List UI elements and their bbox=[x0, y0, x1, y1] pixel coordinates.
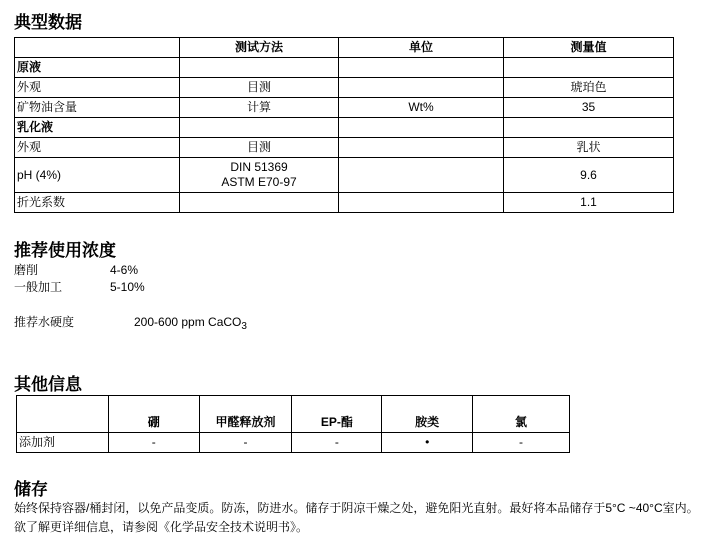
concentration-heading: 推荐使用浓度 bbox=[14, 241, 116, 261]
header-cell: 测试方法 bbox=[180, 38, 339, 58]
unit-cell bbox=[339, 138, 504, 158]
header-cell: 胺类 bbox=[382, 396, 473, 433]
method-cell: 计算 bbox=[180, 98, 339, 118]
header-cell: 单位 bbox=[339, 38, 504, 58]
row-label: 外观 bbox=[15, 138, 180, 158]
header-cell bbox=[15, 38, 180, 58]
unit-cell bbox=[339, 78, 504, 98]
unit-cell: Wt% bbox=[339, 98, 504, 118]
method-cell: 目测 bbox=[180, 78, 339, 98]
storage-heading: 储存 bbox=[14, 480, 48, 500]
row-label: 折光系数 bbox=[15, 193, 180, 213]
water-hardness-label: 推荐水硬度 bbox=[14, 315, 75, 329]
section-row-emulsion bbox=[15, 118, 674, 138]
section-label: 原液 bbox=[15, 58, 180, 78]
header-cell bbox=[17, 396, 109, 433]
value-cell: - bbox=[473, 433, 570, 453]
value-cell: - bbox=[108, 433, 199, 453]
grinding-label: 磨削 bbox=[14, 263, 39, 277]
typical-data-heading: 典型数据 bbox=[14, 13, 82, 33]
method-cell bbox=[180, 193, 339, 213]
header-cell: 氯 bbox=[473, 396, 570, 433]
value-cell: 琥珀色 bbox=[504, 78, 674, 98]
header-cell: 测量值 bbox=[504, 38, 674, 58]
row-label: 外观 bbox=[15, 78, 180, 98]
general-value: 5-10% bbox=[110, 280, 145, 294]
method-line: ASTM E70-97 bbox=[221, 175, 297, 189]
additives-table bbox=[16, 395, 570, 453]
water-hardness-value: 200-600 ppm CaCO$_3$ bbox=[134, 315, 247, 332]
method-cell bbox=[180, 158, 339, 193]
value-cell: 乳状 bbox=[504, 138, 674, 158]
table-row bbox=[15, 98, 674, 118]
method-cell: 目测 bbox=[180, 138, 339, 158]
storage-text: 始终保持容器/桶封闭，以免产品变质。防冻，防进水。储存于阴凉干燥之处，避免阳光直射。最好将本品储存于5°C ~40°C室内。欲了解更详细信息，请参阅《化学品安全技术说明书》。 bbox=[14, 501, 699, 534]
grinding-value: 4-6% bbox=[110, 263, 139, 277]
header-cell: 硼 bbox=[108, 396, 199, 433]
general-label: 一般加工 bbox=[14, 280, 63, 294]
other-info-heading: 其他信息 bbox=[14, 375, 82, 395]
table-row bbox=[15, 158, 674, 193]
section-row-concentrate bbox=[15, 58, 674, 78]
table-row bbox=[15, 138, 674, 158]
table-header-row bbox=[17, 396, 570, 433]
value-cell: • bbox=[382, 433, 473, 453]
table-row bbox=[15, 193, 674, 213]
table-header-row bbox=[15, 38, 674, 58]
row-label: 矿物油含量 bbox=[15, 98, 180, 118]
row-label: 添加剂 bbox=[17, 433, 109, 453]
table-row bbox=[17, 433, 570, 453]
table-row bbox=[15, 78, 674, 98]
row-label: pH (4%) bbox=[15, 158, 180, 193]
typical-data-table bbox=[14, 37, 674, 213]
value-cell: 35 bbox=[504, 98, 674, 118]
section-label: 乳化液 bbox=[15, 118, 180, 138]
header-cell: 甲醛释放剂 bbox=[199, 396, 292, 433]
unit-cell bbox=[339, 193, 504, 213]
unit-cell bbox=[339, 158, 504, 193]
value-cell: - bbox=[199, 433, 292, 453]
method-line: DIN 51369 bbox=[230, 160, 288, 174]
header-cell: EP-酯 bbox=[292, 396, 382, 433]
value-cell: 1.1 bbox=[504, 193, 674, 213]
value-cell: 9.6 bbox=[504, 158, 674, 193]
value-cell: - bbox=[292, 433, 382, 453]
